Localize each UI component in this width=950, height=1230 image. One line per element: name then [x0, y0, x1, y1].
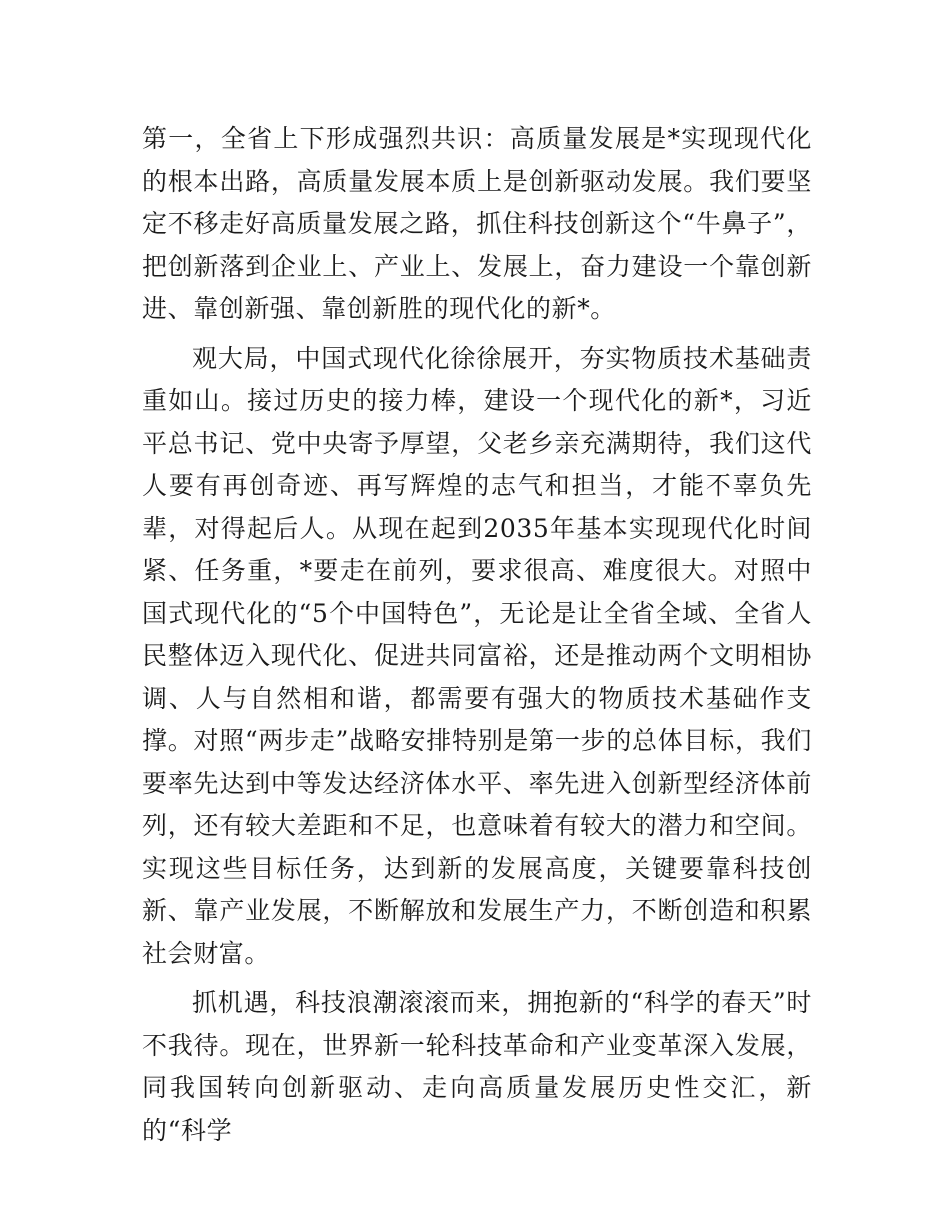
paragraph-3: 抓机遇，科技浪潮滚滚而来，拥抱新的“科学的春天”时不我待。现在，世界新一轮科技革命和产业变革深入发展，同我国转向创新驱动、走向高质量发展历史性交汇，新的“科学 — [142, 988, 812, 1145]
paragraph-1: 第一，全省上下形成强烈共识：高质量发展是*实现现代化的根本出路，高质量发展本质上是创新驱动发展。我们要坚定不移走好高质量发展之路，抓住科技创新这个“牛鼻子”，把创新落到企业上、产业上、发展上，奋力建设一个靠创新进、靠创新强、靠创新胜的现代化的新*。 — [142, 124, 812, 323]
document-body — [142, 118, 812, 1159]
paragraph-2: 观大局，中国式现代化徐徐展开，夯实物质技术基础责重如山。接过历史的接力棒，建设一个现代化的新*，习近平总书记、党中央寄予厚望，父老乡亲充满期待，我们这代人要有再创奇迹、再写辉煌的志气和担当，才能不辜负先辈，对得起后人。从现在起到2035年基本实现现代化时间紧、任务重，*要走在前列，要求很高、难度很大。对照中国式现代化的“5个中国特色”，无论是让全省全域、全省人民整体迈入现代化、促进共同富裕，还是推动两个文明相协调、人与自然相和谐，都需要有强大的物质技术基础作支撑。对照“两步走”战略安排特别是第一步的总体目标，我们要率先达到中等发达经济体水平、率先进入创新型经济体前列，还有较大差距和不足，也意味着有较大的潜力和空间。实现这些目标任务，达到新的发展高度，关键要靠科技创新、靠产业发展，不断解放和发展生产力，不断创造和积累社会财富。 — [142, 343, 812, 968]
